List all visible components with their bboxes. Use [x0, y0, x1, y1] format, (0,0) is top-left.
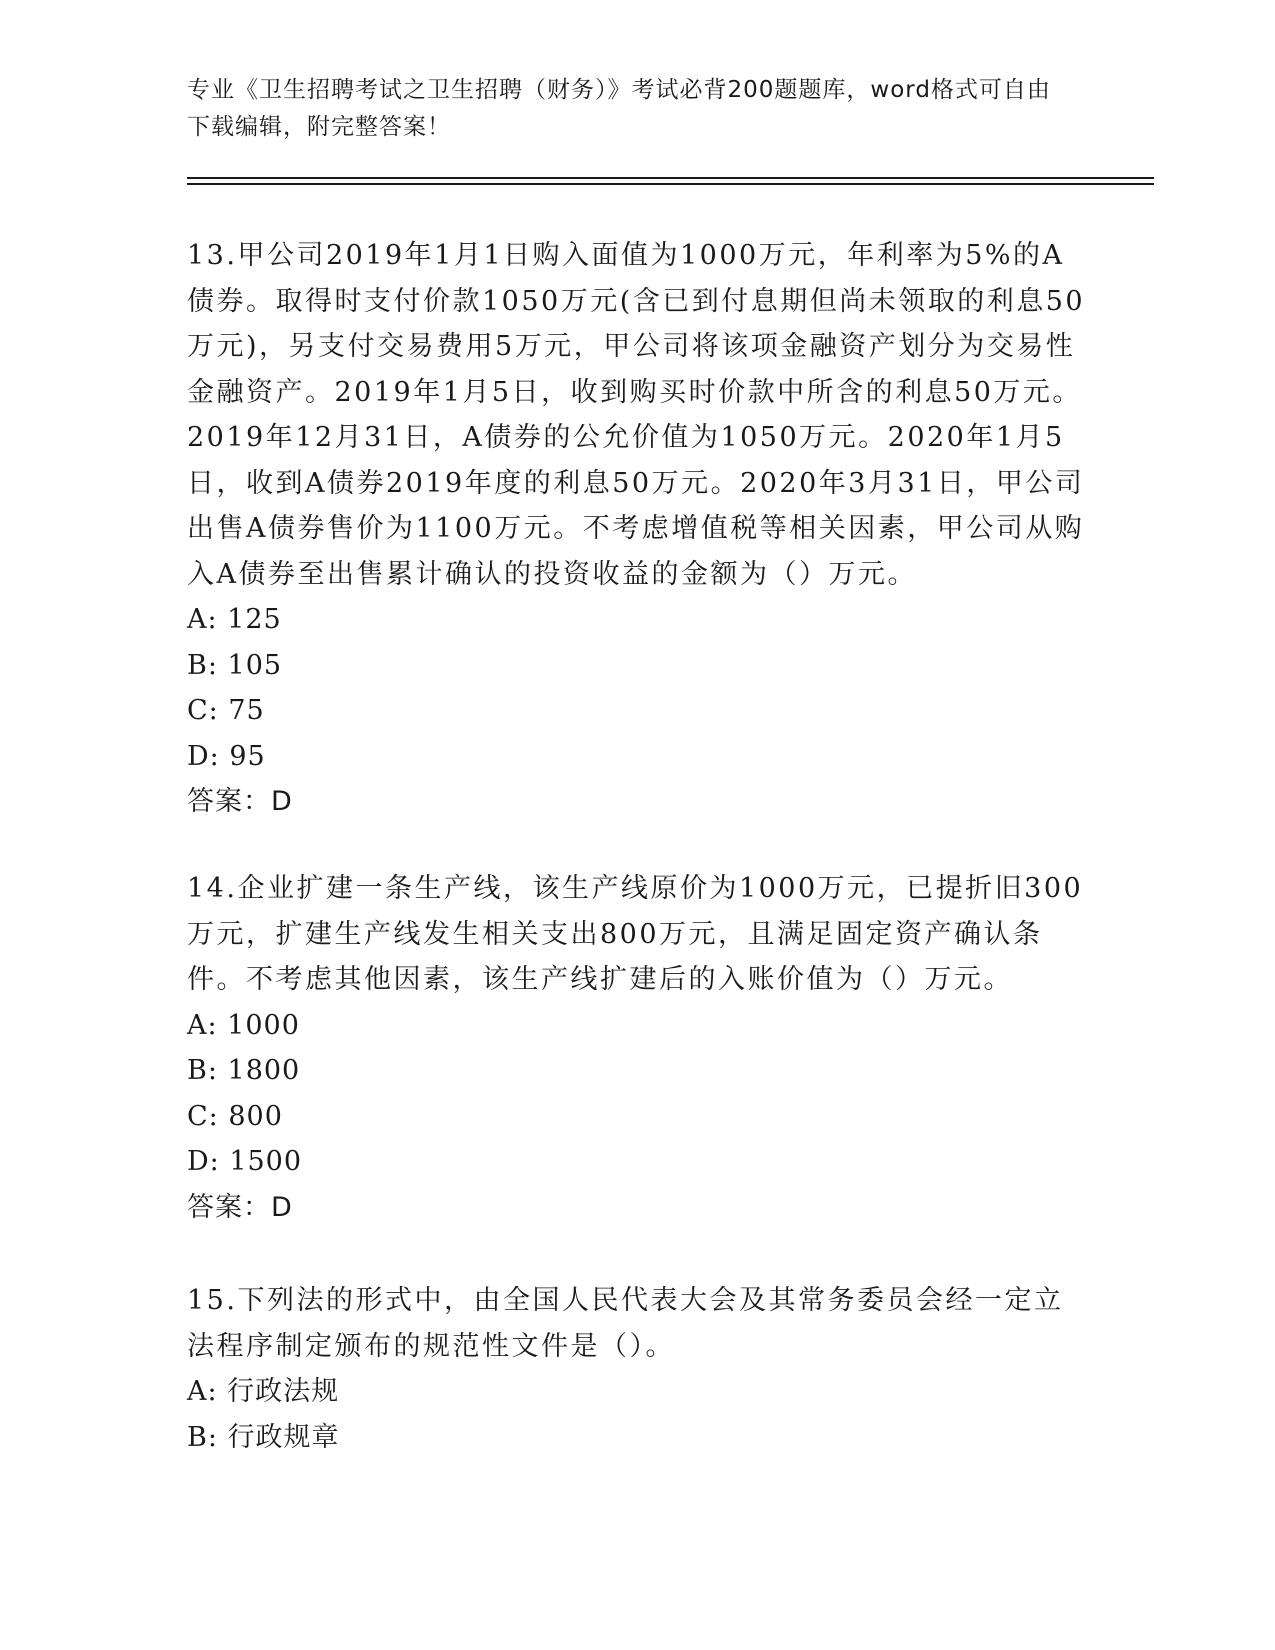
option-c: C: 75: [187, 695, 265, 726]
document-header: 专业《卫生招聘考试之卫生招聘（财务）》考试必背200题题库，word格式可自由下载编辑，附完整答案！: [187, 77, 1051, 140]
option-b: B: 1800: [187, 1055, 301, 1086]
question-text: 14.企业扩建一条生产线，该生产线原价为1000万元，已提折旧300万元，扩建生产线发生相关支出800万元，且满足固定资产确认条件。不考虑其他因素，该生产线扩建后的入账价值为（）万元。: [187, 873, 1084, 995]
option-b: B: 行政规章: [187, 1421, 340, 1453]
option-d: D: 95: [187, 740, 266, 772]
header-divider-top: [187, 177, 1154, 179]
option-d: D: 1500: [187, 1146, 303, 1177]
option-a: A: 1000: [187, 1009, 300, 1041]
answer: 答案：D: [187, 1191, 293, 1223]
option-b: B: 105: [187, 649, 283, 681]
option-c: C: 800: [187, 1100, 283, 1132]
question-14: [187, 866, 1087, 1230]
answer: 答案：D: [187, 786, 293, 817]
question-15: [187, 1278, 1087, 1460]
question-13: [187, 233, 1087, 825]
question-text: 13.甲公司2019年1月1日购入面值为1000万元，年利率为5%的A债券。取得时支付价款1050万元(含已到付息期但尚未领取的利息50万元)，另支付交易费用5万元，甲公司将该项金融资产划分为交易性金融资产。2019年1月5日，收到购买时价款中所含的利息50万元。2019年12月31日，A债券的公允价值为1050万元。2020年1月5日，收到A债券2019年度的利息50万元。2020年3月31日，甲公司出售A债券售价为1100万元。不考虑增值税等相关因素，甲公司从购入A债券至出售累计确认的投资收益的金额为（）万元。: [187, 240, 1086, 590]
option-a: A: 行政法规: [187, 1376, 340, 1407]
header-divider-bottom: [187, 183, 1154, 185]
option-a: A: 125: [187, 604, 282, 635]
question-text: 15.下列法的形式中，由全国人民代表大会及其常务委员会经一定立法程序制定颁布的规范性文件是（）。: [187, 1285, 1064, 1362]
